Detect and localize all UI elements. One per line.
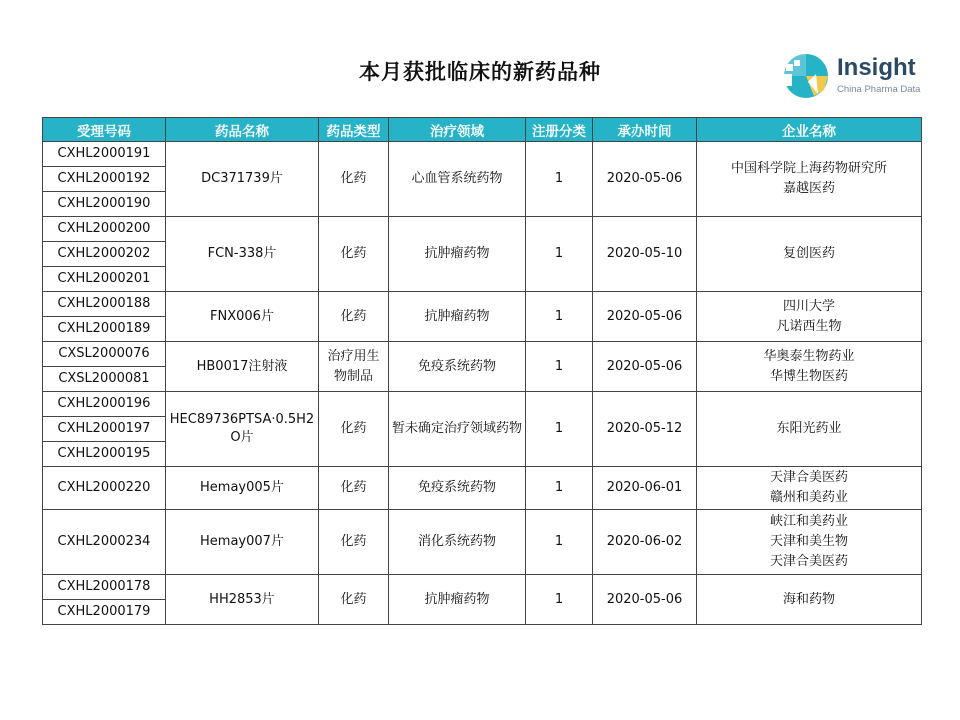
acceptance-no-cell: CXHL2000188 xyxy=(43,292,166,317)
therapeutic-area-cell: 暂未确定治疗领域药物 xyxy=(389,392,526,467)
registration-class-cell: 1 xyxy=(526,467,593,510)
filing-date-cell: 2020-05-10 xyxy=(593,217,697,292)
therapeutic-area-cell: 心血管系统药物 xyxy=(389,142,526,217)
logo-title: Insight xyxy=(837,54,916,81)
drug-name-cell: Hemay005片 xyxy=(166,467,319,510)
drug-type-cell: 化药 xyxy=(319,510,389,575)
table-row xyxy=(43,217,922,242)
table-row xyxy=(43,292,922,317)
acceptance-no-cell: CXHL2000179 xyxy=(43,600,166,625)
company-cell: 中国科学院上海药物研究所 嘉越医药 xyxy=(697,142,922,217)
drug-type-cell: 治疗用生 物制品 xyxy=(319,342,389,392)
registration-class-cell: 1 xyxy=(526,510,593,575)
filing-date-cell: 2020-05-06 xyxy=(593,342,697,392)
table-row xyxy=(43,142,922,167)
filing-date-cell: 2020-06-01 xyxy=(593,467,697,510)
company-cell: 海和药物 xyxy=(697,575,922,625)
acceptance-no-cell: CXSL2000076 xyxy=(43,342,166,367)
drug-name-cell: HEC89736PTSA·0.5H2O片 xyxy=(166,392,319,467)
table-row xyxy=(43,575,922,600)
header-registration-class: 注册分类 xyxy=(526,118,593,142)
acceptance-no-cell: CXHL2000220 xyxy=(43,467,166,510)
drug-type-cell: 化药 xyxy=(319,142,389,217)
company-cell: 峡江和美药业 天津和美生物 天津合美医药 xyxy=(697,510,922,575)
drug-type-cell: 化药 xyxy=(319,292,389,342)
acceptance-no-cell: CXHL2000200 xyxy=(43,217,166,242)
acceptance-no-cell: CXHL2000234 xyxy=(43,510,166,575)
registration-class-cell: 1 xyxy=(526,575,593,625)
logo xyxy=(780,50,930,102)
registration-class-cell: 1 xyxy=(526,292,593,342)
logo-mark-icon xyxy=(780,50,832,102)
table-row xyxy=(43,467,922,510)
approvals-table xyxy=(42,117,922,625)
therapeutic-area-cell: 抗肿瘤药物 xyxy=(389,292,526,342)
logo-tagline: China Pharma Data xyxy=(837,84,921,95)
filing-date-cell: 2020-05-06 xyxy=(593,142,697,217)
company-cell: 复创医药 xyxy=(697,217,922,292)
filing-date-cell: 2020-05-06 xyxy=(593,575,697,625)
registration-class-cell: 1 xyxy=(526,142,593,217)
drug-type-cell: 化药 xyxy=(319,575,389,625)
table-header-row xyxy=(43,118,922,142)
acceptance-no-cell: CXHL2000197 xyxy=(43,417,166,442)
acceptance-no-cell: CXHL2000191 xyxy=(43,142,166,167)
company-cell: 华奥泰生物药业 华博生物医药 xyxy=(697,342,922,392)
company-cell: 四川大学 凡诺西生物 xyxy=(697,292,922,342)
page-title: 本月获批临床的新药品种 xyxy=(359,60,601,84)
header-therapeutic-area: 治疗领域 xyxy=(389,118,526,142)
drug-type-cell: 化药 xyxy=(319,217,389,292)
acceptance-no-cell: CXHL2000178 xyxy=(43,575,166,600)
header-company: 企业名称 xyxy=(697,118,922,142)
registration-class-cell: 1 xyxy=(526,342,593,392)
table-row xyxy=(43,392,922,417)
registration-class-cell: 1 xyxy=(526,392,593,467)
drug-name-cell: FCN-338片 xyxy=(166,217,319,292)
table-row xyxy=(43,342,922,367)
drug-type-cell: 化药 xyxy=(319,467,389,510)
therapeutic-area-cell: 消化系统药物 xyxy=(389,510,526,575)
filing-date-cell: 2020-05-12 xyxy=(593,392,697,467)
header-drug-type: 药品类型 xyxy=(319,118,389,142)
filing-date-cell: 2020-06-02 xyxy=(593,510,697,575)
company-cell: 东阳光药业 xyxy=(697,392,922,467)
acceptance-no-cell: CXHL2000202 xyxy=(43,242,166,267)
header-acceptance-no: 受理号码 xyxy=(43,118,166,142)
registration-class-cell: 1 xyxy=(526,217,593,292)
therapeutic-area-cell: 免疫系统药物 xyxy=(389,342,526,392)
acceptance-no-cell: CXHL2000189 xyxy=(43,317,166,342)
filing-date-cell: 2020-05-06 xyxy=(593,292,697,342)
drug-name-cell: Hemay007片 xyxy=(166,510,319,575)
drug-name-cell: DC371739片 xyxy=(166,142,319,217)
acceptance-no-cell: CXHL2000195 xyxy=(43,442,166,467)
header-filing-date: 承办时间 xyxy=(593,118,697,142)
drug-name-cell: FNX006片 xyxy=(166,292,319,342)
drug-name-cell: HB0017注射液 xyxy=(166,342,319,392)
acceptance-no-cell: CXHL2000192 xyxy=(43,167,166,192)
acceptance-no-cell: CXHL2000201 xyxy=(43,267,166,292)
therapeutic-area-cell: 抗肿瘤药物 xyxy=(389,575,526,625)
drug-type-cell: 化药 xyxy=(319,392,389,467)
table-body xyxy=(43,142,922,625)
drug-name-cell: HH2853片 xyxy=(166,575,319,625)
acceptance-no-cell: CXHL2000190 xyxy=(43,192,166,217)
therapeutic-area-cell: 免疫系统药物 xyxy=(389,467,526,510)
company-cell: 天津合美医药 赣州和美药业 xyxy=(697,467,922,510)
header-drug-name: 药品名称 xyxy=(166,118,319,142)
acceptance-no-cell: CXSL2000081 xyxy=(43,367,166,392)
acceptance-no-cell: CXHL2000196 xyxy=(43,392,166,417)
table-row xyxy=(43,510,922,575)
therapeutic-area-cell: 抗肿瘤药物 xyxy=(389,217,526,292)
